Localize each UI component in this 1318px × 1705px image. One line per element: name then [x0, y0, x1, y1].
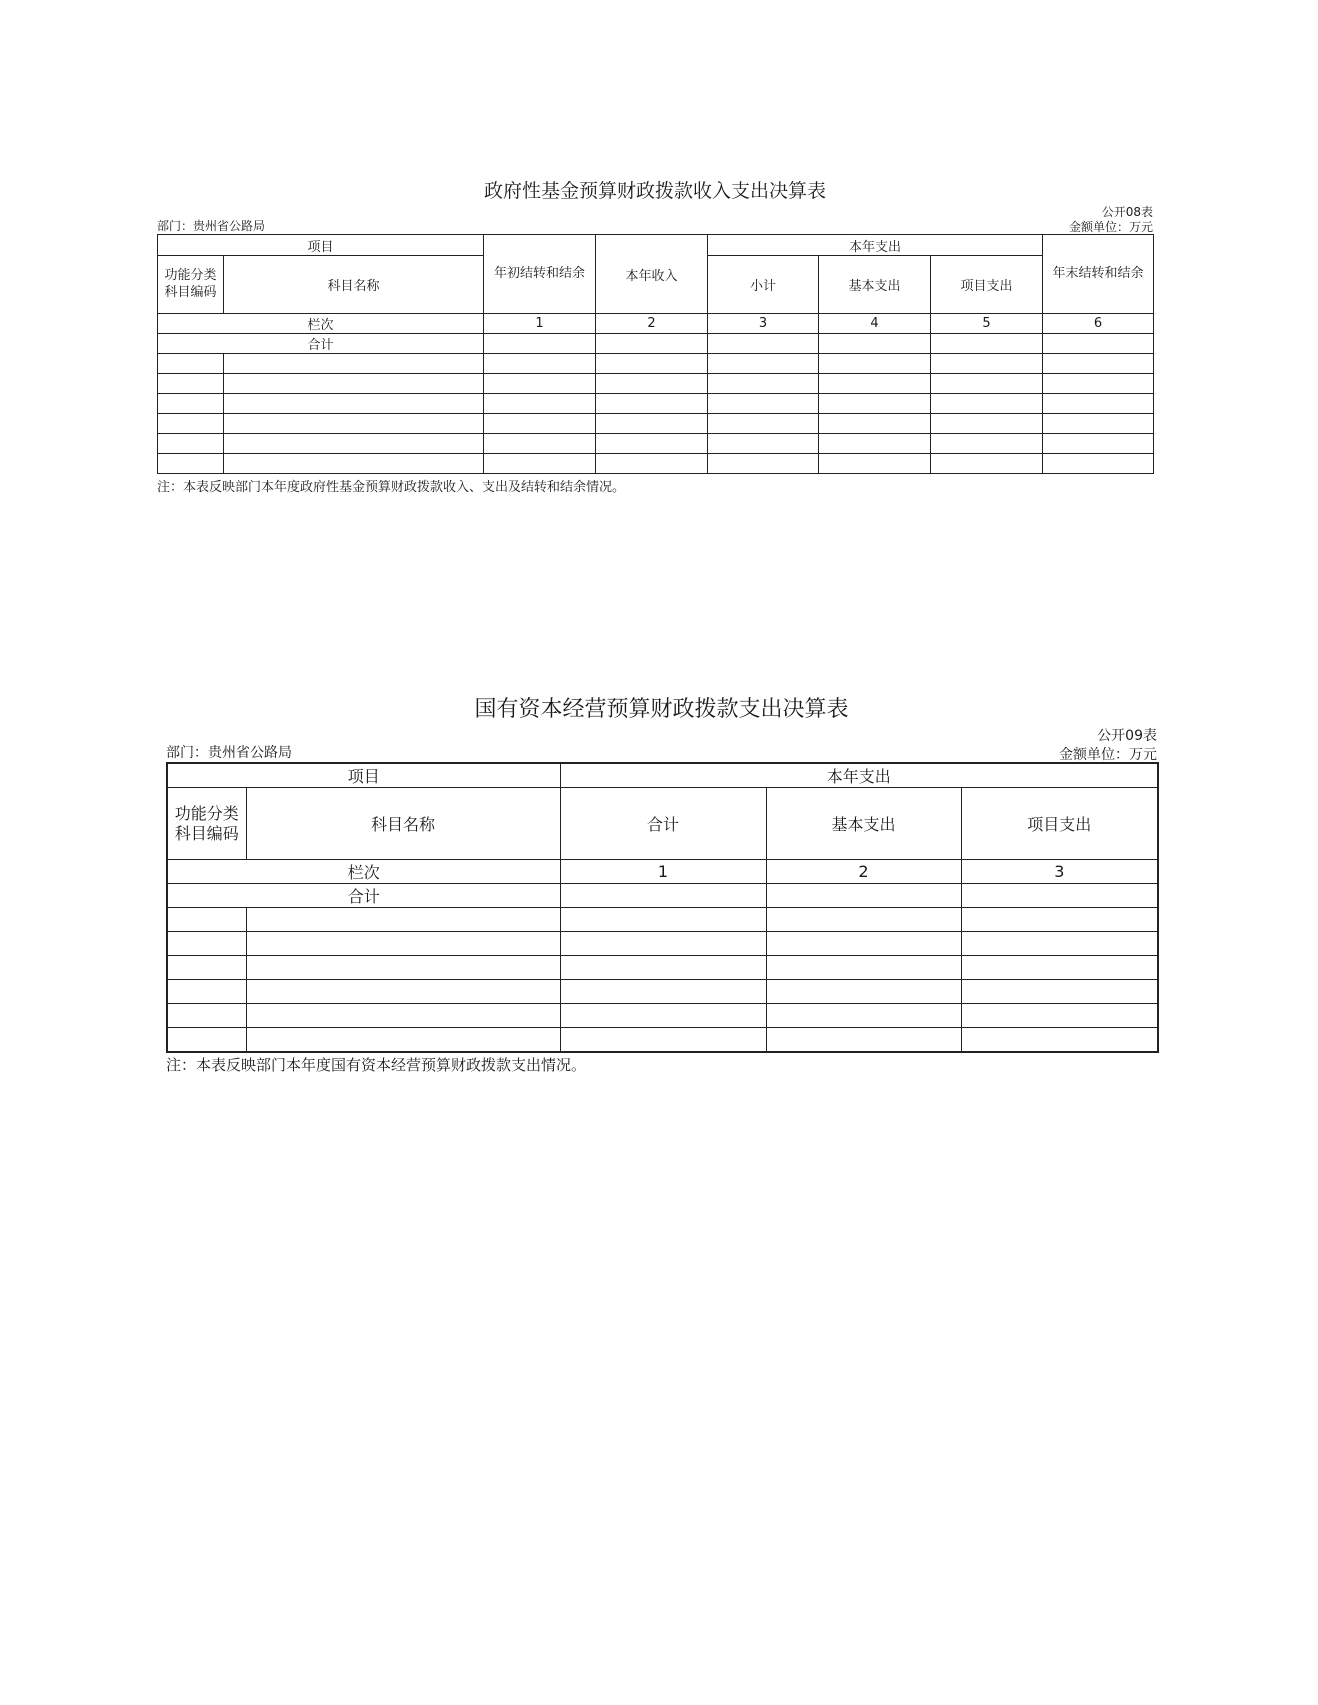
table-row	[167, 1028, 1158, 1052]
table2-cell	[766, 884, 961, 908]
table2-header-func-code: 功能分类科目编码	[167, 788, 246, 860]
table1-grid	[157, 234, 1154, 474]
table2-header-subject-name: 科目名称	[246, 788, 560, 860]
table2-meta-row	[166, 744, 1157, 762]
table-row	[167, 1004, 1158, 1028]
table1-header-end-balance: 年末结转和结余	[1043, 235, 1154, 314]
table1-cell	[708, 334, 819, 354]
table1-header-income: 本年收入	[596, 235, 708, 314]
table2-cell	[560, 884, 766, 908]
table2-total-label: 合计	[167, 884, 560, 908]
table2-col-number: 3	[961, 860, 1158, 884]
state-capital-table-section	[166, 692, 1157, 1082]
table2-col-number: 1	[560, 860, 766, 884]
table2-header-expense: 本年支出	[560, 763, 1158, 788]
table1-header-basic: 基本支出	[819, 256, 931, 314]
table1-cell	[931, 334, 1043, 354]
table2-title: 国有资本经营预算财政拨款支出决算表	[474, 697, 849, 722]
table2-department: 部门：贵州省公路局	[166, 745, 292, 761]
table2-grid	[166, 762, 1159, 1053]
table1-title: 政府性基金预算财政拨款收入支出决算表	[483, 180, 826, 202]
table1-department: 部门：贵州省公路局	[157, 219, 266, 233]
table1-cell	[819, 334, 931, 354]
table1-col-number: 5	[931, 314, 1043, 334]
table1-meta-row	[157, 218, 1153, 234]
table1-note: 注：本表反映部门本年度政府性基金预算财政拨款收入、支出及结转和结余情况。	[157, 480, 626, 495]
table-row	[158, 394, 1154, 414]
table2-col-label: 栏次	[167, 860, 560, 884]
table-row	[158, 434, 1154, 454]
table1-col-number: 1	[484, 314, 596, 334]
table2-col-number: 2	[766, 860, 961, 884]
table-row	[158, 454, 1154, 474]
table-row	[167, 932, 1158, 956]
table-row	[167, 956, 1158, 980]
table2-header-item: 项目支出	[961, 788, 1158, 860]
table2-cell	[961, 884, 1158, 908]
table2-header-project: 项目	[167, 763, 560, 788]
table-row	[158, 374, 1154, 394]
table2-form-code: 公开09表	[1097, 728, 1157, 744]
table1-cell	[484, 334, 596, 354]
table1-cell	[1043, 334, 1154, 354]
table-row	[158, 414, 1154, 434]
table1-col-number: 3	[708, 314, 819, 334]
table1-col-label: 栏次	[158, 314, 484, 334]
table2-note: 注：本表反映部门本年度国有资本经营预算财政拨款支出情况。	[166, 1056, 587, 1074]
table2-header-basic: 基本支出	[766, 788, 961, 860]
table1-header-expense: 本年支出	[708, 235, 1043, 256]
table1-header-project: 项目	[158, 235, 484, 256]
table-row	[158, 354, 1154, 374]
table1-col-number: 4	[819, 314, 931, 334]
table1-header-begin-balance: 年初结转和结余	[484, 235, 596, 314]
table-row	[167, 980, 1158, 1004]
table2-unit: 金额单位：万元	[1059, 747, 1157, 763]
table1-col-number: 2	[596, 314, 708, 334]
table1-unit: 金额单位：万元	[1068, 220, 1153, 234]
table1-total-label: 合计	[158, 334, 484, 354]
government-fund-table-section	[157, 170, 1153, 500]
table1-header-subject-name: 科目名称	[224, 256, 484, 314]
table1-header-item: 项目支出	[931, 256, 1043, 314]
table1-col-number: 6	[1043, 314, 1154, 334]
table2-header-total: 合计	[560, 788, 766, 860]
table1-header-func-code: 功能分类科目编码	[158, 256, 224, 314]
table1-cell	[596, 334, 708, 354]
table-row	[167, 908, 1158, 932]
table1-header-subtotal: 小计	[708, 256, 819, 314]
table1-form-code: 公开08表	[1101, 205, 1153, 219]
